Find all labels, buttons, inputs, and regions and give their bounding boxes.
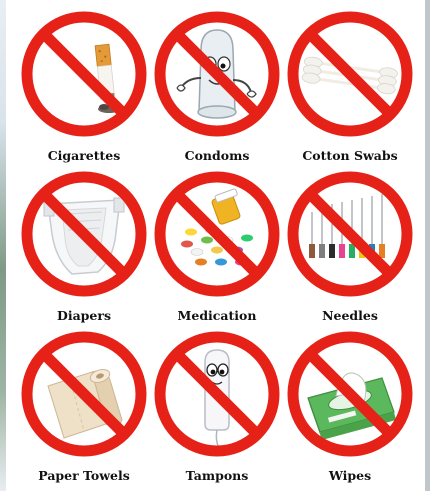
item-diapers bbox=[18, 168, 150, 328]
paper-towel-icon bbox=[18, 328, 150, 460]
tampon-icon bbox=[151, 328, 283, 460]
item-tampons bbox=[151, 328, 283, 488]
pills-icon bbox=[151, 168, 283, 300]
item-paper-towels bbox=[18, 328, 150, 488]
left-window-edge bbox=[0, 0, 6, 491]
item-label: Condoms bbox=[184, 148, 250, 163]
item-label: Paper Towels bbox=[38, 468, 130, 483]
item-needles bbox=[284, 168, 416, 328]
cigarette-icon bbox=[18, 8, 150, 140]
item-condoms bbox=[151, 8, 283, 168]
prohibited-items-grid bbox=[18, 8, 416, 488]
item-label: Cotton Swabs bbox=[302, 148, 398, 163]
wipes-icon bbox=[284, 328, 416, 460]
diaper-icon bbox=[18, 168, 150, 300]
item-wipes bbox=[284, 328, 416, 488]
item-cigarettes bbox=[18, 8, 150, 168]
item-medication bbox=[151, 168, 283, 328]
item-cotton-swabs bbox=[284, 8, 416, 168]
item-label: Wipes bbox=[328, 468, 372, 483]
cotton-swab-icon bbox=[284, 8, 416, 140]
item-label: Medication bbox=[177, 308, 257, 323]
condom-icon bbox=[151, 8, 283, 140]
item-label: Needles bbox=[322, 308, 378, 323]
item-label: Cigarettes bbox=[47, 148, 121, 163]
item-label: Diapers bbox=[56, 308, 111, 323]
needle-icon bbox=[284, 168, 416, 300]
item-label: Tampons bbox=[185, 468, 249, 483]
right-window-edge bbox=[425, 0, 430, 491]
